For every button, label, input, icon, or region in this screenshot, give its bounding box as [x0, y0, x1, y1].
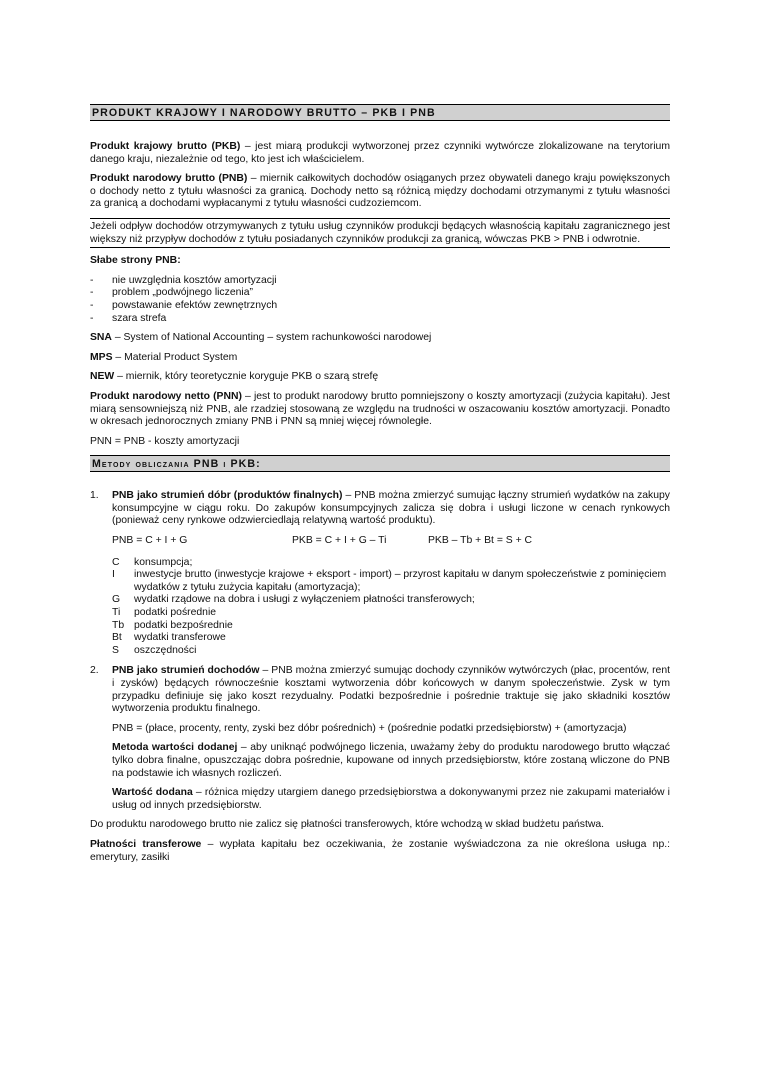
paragraph-value-added	[112, 787, 670, 812]
term-method-2: PNB jako strumień dochodów	[112, 665, 260, 677]
list-item: - problem „podwójnego liczenia”	[90, 287, 670, 300]
weak-points-title: Słabe strony PNB:	[90, 255, 181, 267]
paragraph-pnb	[90, 173, 670, 211]
boxed-note-pkb-pnb: Jeżeli odpływ dochodów otrzymywanych z tytułu usług czynników produkcji będących własnością kapitału zagranicznego jest większy niż przypływ dochodów z tytułu posiadanych czynników produkcji za granicą, wówczas PKB > PNB i odwrotnie.	[90, 218, 670, 248]
text-value-added-method: – aby uniknąć podwójnego liczenia, uważamy żeby do produktu narodowego brutto włączać tylko dobra finalne, opuszczając dobra pośrednie, kupowane od innych przedsiębiorstw, które zostaną wliczone do PNB na podstawie ich własnych rozliczeń.	[112, 742, 670, 779]
definition-text: konsumpcja;	[134, 556, 193, 568]
definition-row	[112, 632, 670, 645]
weak-points-list	[90, 275, 670, 325]
text-method-2: – PNB można zmierzyć sumując dochody czynników wytwórczych (płac, procentów, rent i zysków) będących równocześnie kosztami wytworzenia dóbr końcowych w danym społeczeństwie. Zysk w tym przypadku definiuje się jako koszt rezydualny. Podatki bezpośrednie i pośrednie traktuje się jako składniki kosztów wytworzenia produktu finalnego.	[112, 665, 671, 715]
definition-row	[112, 557, 670, 570]
definition-symbol: Bt	[112, 632, 122, 644]
paragraph-new	[90, 371, 670, 384]
text-new: – miernik, który teoretycznie koryguje PKB o szarą strefę	[114, 371, 379, 383]
term-sna: SNA	[90, 332, 112, 344]
paragraph-transfers	[90, 839, 670, 864]
definition-text: podatki pośrednie	[134, 607, 217, 619]
formula-pnn: PNN = PNB - koszty amortyzacji	[90, 435, 240, 447]
document-content	[90, 104, 670, 871]
definition-symbol: Tb	[112, 619, 125, 631]
formula-pnb: PNB = C + I + G	[112, 535, 188, 547]
symbol-definitions	[112, 557, 670, 658]
text-pnb: – miernik całkowitych dochodów osiąganych przez obywateli danego kraju powiększonych o dochody netto z tytułu własności za granicą. Dochody netto są różnicą między dochodami otrzymanymi z tytułu własności za granicą a dochodami wypłacanymi z tytułu własności cudzoziemcom.	[90, 173, 670, 210]
text-transfers: – wypłata kapitału bez oczekiwania, że zostanie wyświadczona za nie określona usługa np.: emerytury, zasiłki	[90, 838, 671, 863]
definition-text: podatki bezpośrednie	[134, 619, 233, 631]
text-method-1: – PNB można zmierzyć sumując łączny strumień wydatków na zakupy konsumpcyjne w ciągu roku. Do zakupów konsumpcyjnych zalicza się dobra i usługi liczone w cenach rynkowych (ponieważ ceny rynkowe odzwierciedlają relatywną wartość produktu).	[112, 490, 670, 527]
method-item-2	[90, 665, 670, 812]
definition-text: wydatki transferowe	[134, 632, 226, 644]
definition-row	[112, 620, 670, 633]
section-heading-pkb-pnb: PRODUKT KRAJOWY I NARODOWY BRUTTO – PKB I PNB	[90, 104, 670, 121]
term-pkb: Produkt krajowy brutto (PKB)	[90, 141, 241, 152]
definition-text: inwestycje brutto (inwestycje krajowe + eksport - import) – przyrost kapitału w danym społeczeństwie z pominięciem wydatków z tytułu zużycia kapitału (amortyzacja);	[134, 569, 667, 593]
paragraph-pkb	[90, 141, 670, 166]
formula-income: PNB = (płace, procenty, renty, zyski bez dóbr pośrednich) + (pośrednie podatki przedsiębiorstw) + (amortyzacja)	[112, 722, 627, 734]
term-new: NEW	[90, 371, 115, 383]
term-method-1: PNB jako strumień dóbr (produktów finalnych)	[112, 490, 343, 502]
text-value-added: – różnica między utargiem danego przedsiębiorstwa a dokonywanymi przez nie zakupami materiałów i usług od innych przedsiębiorstw.	[112, 787, 670, 811]
item-number: 1.	[90, 490, 99, 502]
section-heading-methods: Metody obliczania PNB i PKB:	[90, 455, 670, 472]
definition-row	[112, 645, 670, 658]
paragraph-value-added-method	[112, 742, 670, 780]
formula-balance: PKB – Tb + Bt = S + C	[428, 535, 533, 547]
list-item: - powstawanie efektów zewnętrznych	[90, 300, 670, 313]
method-item-1	[90, 490, 670, 657]
text-pkb: – jest miarą produkcji wytworzonej przez czynniki wytwórcze zlokalizowane na terytorium danego kraju, niezależnie od tego, kto jest ich właścicielem.	[90, 141, 670, 165]
definition-row	[112, 607, 670, 620]
term-value-added: Wartość dodana	[112, 787, 193, 799]
paragraph-mps	[90, 352, 670, 365]
definition-row	[112, 569, 670, 594]
term-mps: MPS	[90, 351, 113, 363]
paragraph-transfer-note: Do produktu narodowego brutto nie zalicz się płatności transferowych, które wchodzą w skład budżetu państwa.	[90, 819, 605, 831]
term-pnn: Produkt narodowy netto (PNN)	[90, 390, 242, 402]
text-pnn: – jest to produkt narodowy brutto pomniejszony o koszty amortyzacji (zużycia kapitału). Jest miarą sensowniejszą niż PNB, ale rzadziej stosowaną ze względu na trudności w oszacowaniu kosztów amortyzacji. Ponadto w okresach jednorocznych zmiany PNB i PNN są mniej więcej równoległe.	[90, 390, 670, 428]
paragraph-sna	[90, 332, 670, 345]
definition-row	[112, 594, 670, 607]
definition-text: oszczędności	[134, 644, 197, 656]
item-number: 2.	[90, 665, 99, 677]
formula-row	[112, 535, 670, 548]
paragraph-method-2	[112, 665, 670, 715]
formula-pkb: PKB = C + I + G – Ti	[292, 535, 387, 547]
list-item: - szara strefa	[90, 313, 670, 326]
definition-text: wydatki rządowe na dobra i usługi z wyłączeniem płatności transferowych;	[134, 594, 475, 606]
text-mps: – Material Product System	[112, 351, 238, 363]
term-pnb: Produkt narodowy brutto (PNB)	[90, 173, 248, 185]
term-transfers: Płatności transferowe	[90, 838, 202, 850]
paragraph-pnn	[90, 391, 670, 429]
definition-symbol: Ti	[112, 607, 121, 619]
definition-symbol: C	[112, 556, 120, 568]
list-item: - nie uwzględnia kosztów amortyzacji	[90, 275, 670, 288]
text-sna: – System of National Accounting – system rachunkowości narodowej	[111, 332, 432, 344]
definition-symbol: S	[112, 644, 119, 656]
definition-symbol: G	[112, 594, 121, 606]
definition-symbol: I	[112, 569, 115, 581]
term-value-added-method: Metoda wartości dodanej	[112, 742, 238, 754]
paragraph-method-1	[112, 490, 670, 528]
